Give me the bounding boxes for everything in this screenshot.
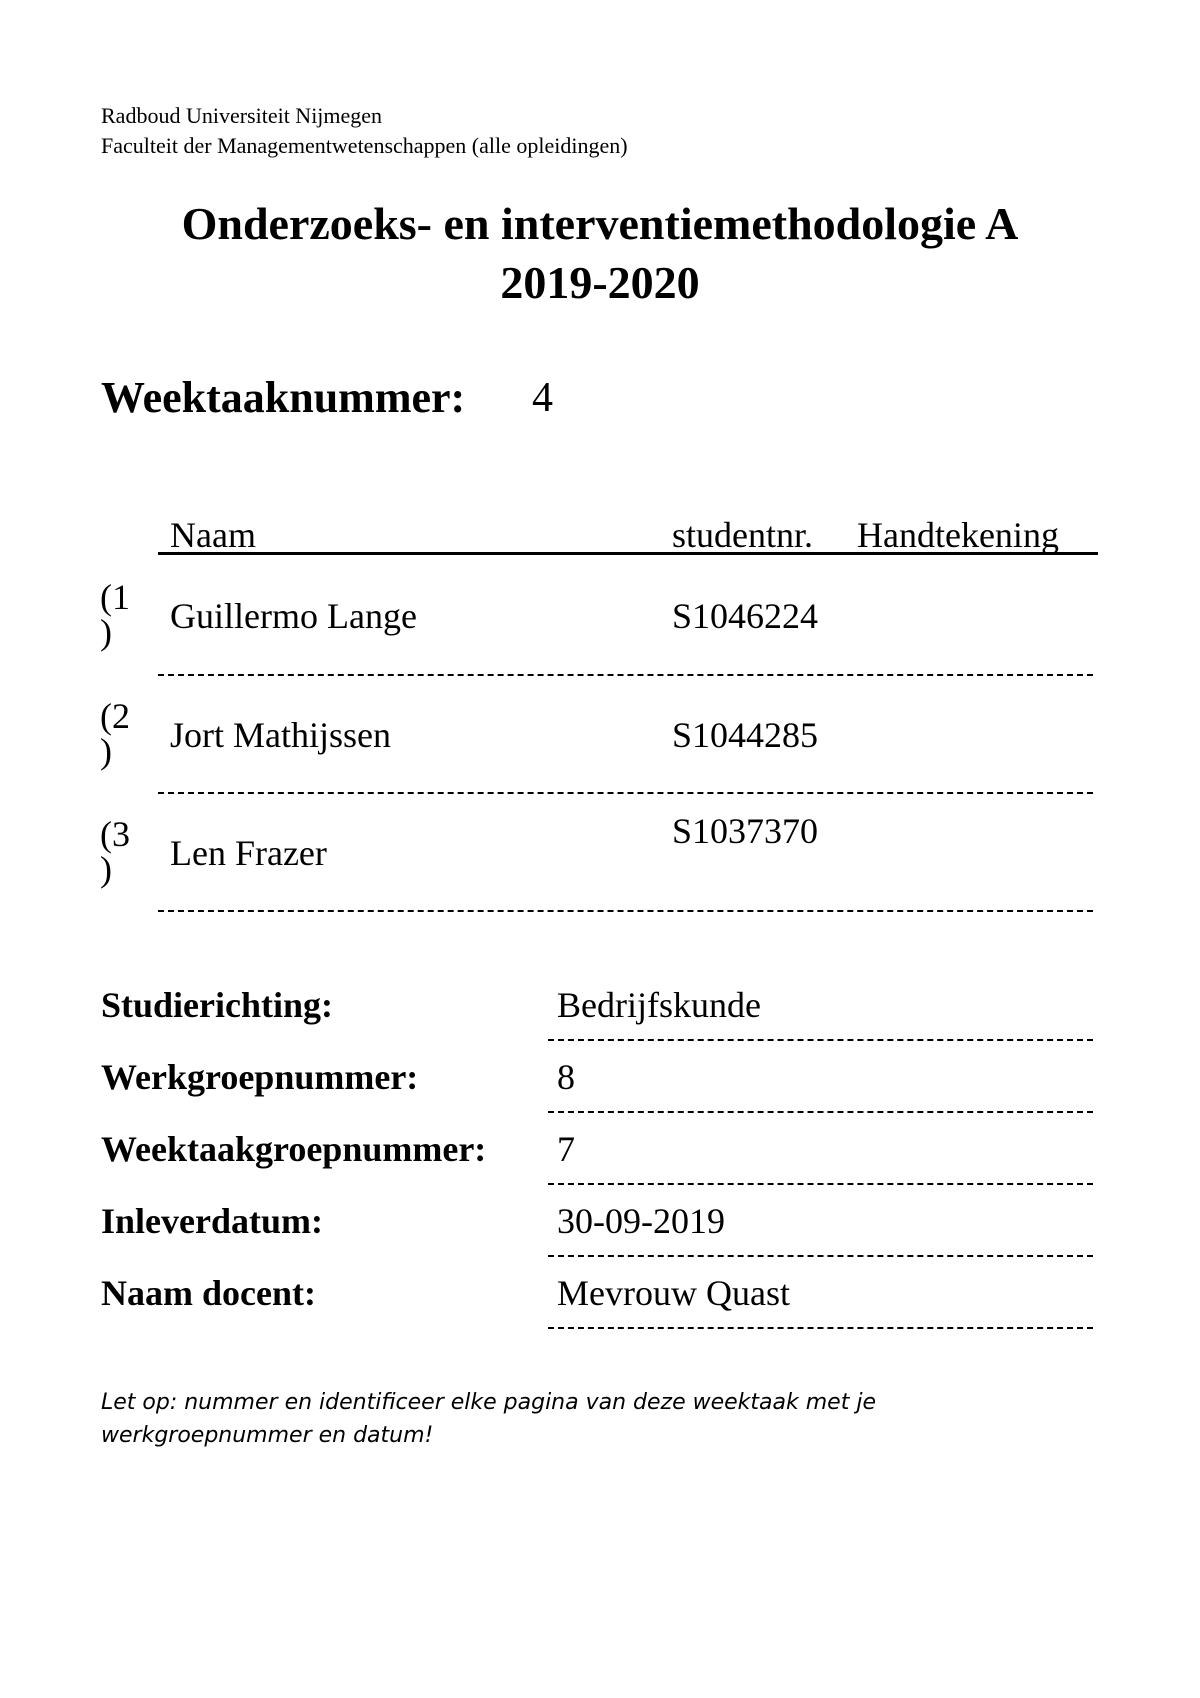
academic-year: 2019-2020 — [500, 257, 700, 308]
column-header-student-number: studentnr. — [672, 515, 813, 555]
row-index-bottom: ) — [100, 849, 112, 889]
signature-line[interactable] — [158, 674, 1093, 676]
table-header-rule — [158, 552, 1098, 555]
info-value-studierichting: Bedrijfskunde — [557, 985, 761, 1025]
info-value-inleverdatum: 30-09-2019 — [557, 1201, 725, 1241]
field-line — [548, 1327, 1093, 1329]
signature-line[interactable] — [158, 792, 1093, 794]
course-title: Onderzoeks- en interventiemethodologie A — [181, 198, 1019, 249]
student-number: S1044285 — [672, 715, 819, 755]
row-index-top: (3 — [100, 814, 130, 854]
row-index-top: (1 — [100, 577, 130, 617]
row-index-bottom: ) — [100, 612, 112, 652]
info-value-naam-docent: Mevrouw Quast — [557, 1273, 790, 1313]
row-index-bottom: ) — [100, 731, 112, 771]
info-value-werkgroepnummer: 8 — [557, 1057, 575, 1097]
note-line-1: Let op: nummer en identificeer elke pagina van deze weektaak met je — [101, 1390, 876, 1415]
info-label-studierichting: Studierichting: — [101, 985, 334, 1025]
info-label-inleverdatum: Inleverdatum: — [101, 1201, 323, 1241]
weektaak-label: Weektaaknummer: — [101, 373, 466, 422]
column-header-name: Naam — [170, 515, 256, 555]
university-name: Radboud Universiteit Nijmegen — [101, 103, 383, 128]
student-number: S1046224 — [672, 596, 819, 636]
faculty-name: Faculteit der Managementwetenschappen (alle opleidingen) — [101, 133, 628, 158]
signature-line[interactable] — [158, 910, 1093, 912]
student-name: Jort Mathijssen — [170, 715, 391, 755]
info-label-werkgroepnummer: Werkgroepnummer: — [101, 1057, 419, 1097]
field-line — [548, 1039, 1093, 1041]
info-value-weektaakgroepnummer: 7 — [557, 1129, 575, 1169]
note-line-2: werkgroepnummer en datum! — [101, 1423, 434, 1448]
field-line — [548, 1255, 1093, 1257]
student-number: S1037370 — [672, 811, 819, 851]
weektaak-value: 4 — [532, 375, 553, 421]
student-name: Guillermo Lange — [170, 596, 417, 636]
instruction-note — [101, 1386, 1001, 1452]
column-header-signature: Handtekening — [857, 515, 1059, 555]
field-line — [548, 1111, 1093, 1113]
field-line — [548, 1183, 1093, 1185]
student-name: Len Frazer — [170, 833, 327, 873]
row-index-top: (2 — [100, 696, 130, 736]
info-label-weektaakgroepnummer: Weektaakgroepnummer: — [101, 1129, 487, 1169]
info-label-naam-docent: Naam docent: — [101, 1273, 316, 1313]
